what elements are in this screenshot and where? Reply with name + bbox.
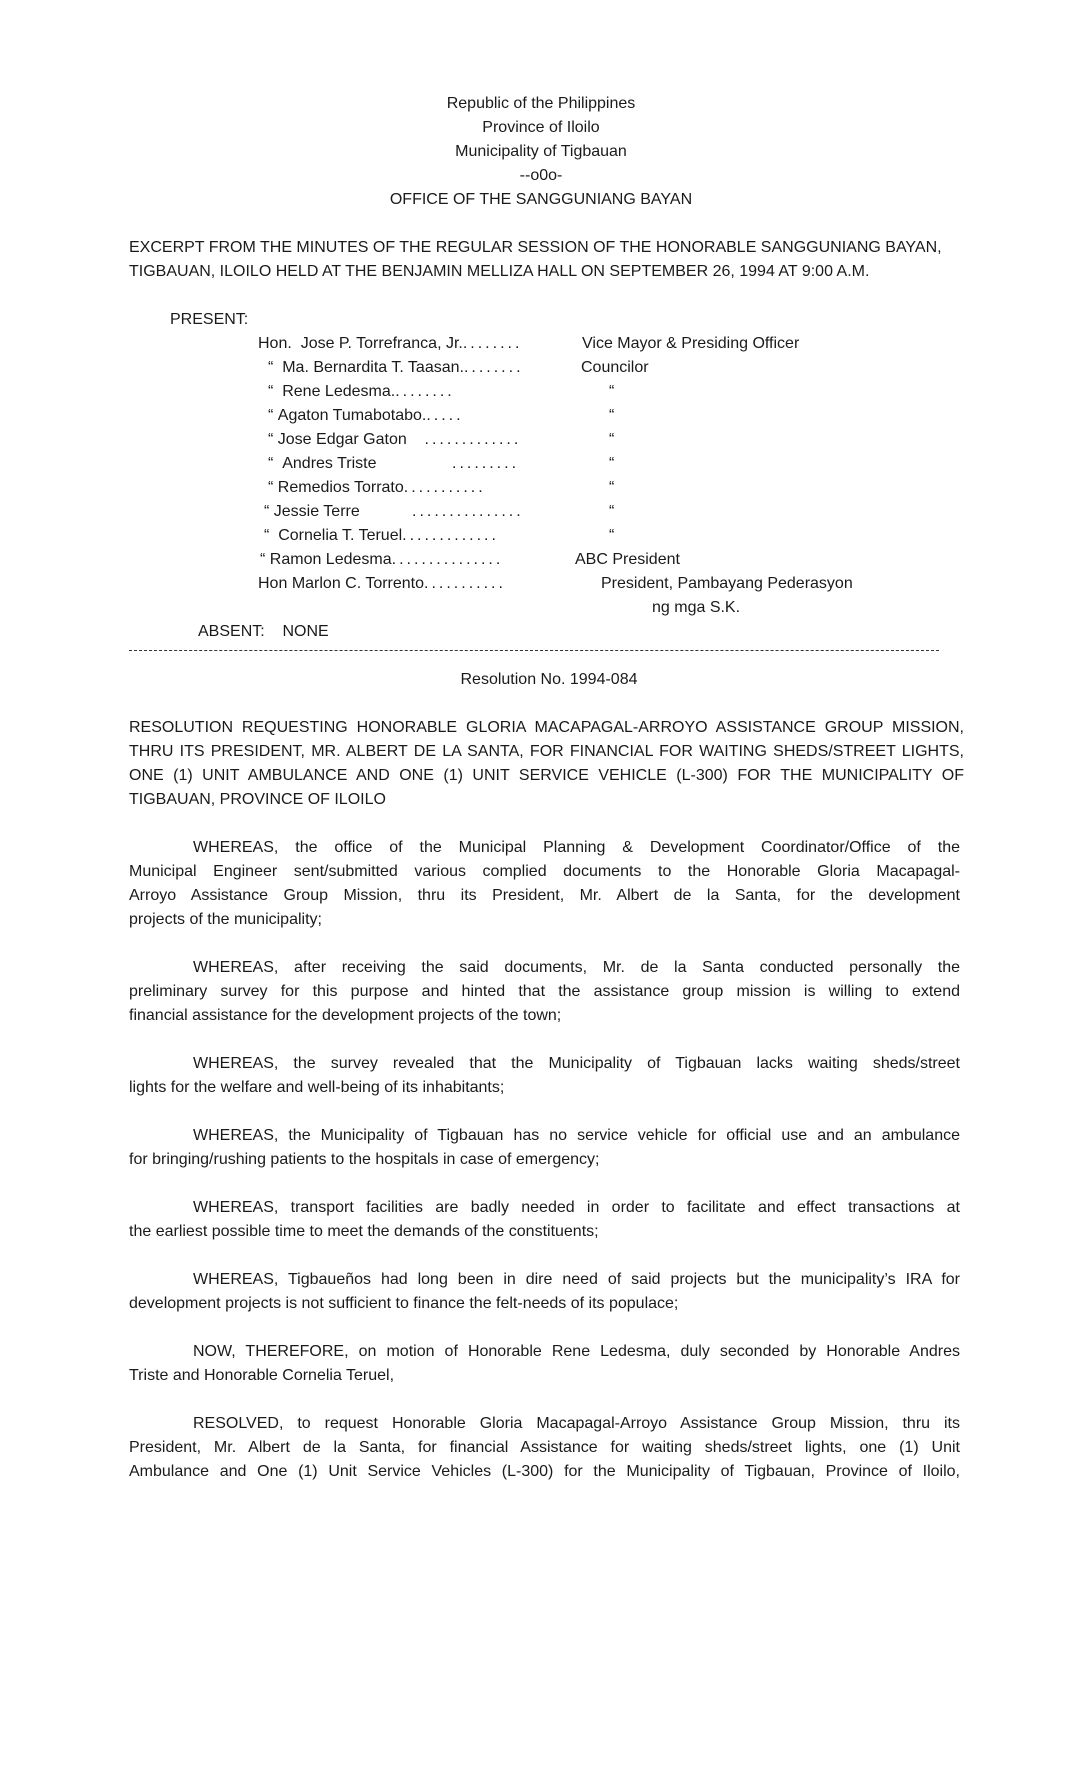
member-row [268,384,455,400]
member-dots: ........ [462,335,523,352]
member-prefix: “ [264,503,270,520]
excerpt-line-1: EXCERPT FROM THE MINUTES OF THE REGULAR SESSION OF THE HONORABLE SANGGUNIANG BAYAN, [129,239,942,256]
member-row [258,336,522,352]
member-position: President, Pambayang Pederasyon [601,575,853,592]
whereas-line: Municipal Engineer sent/submitted various complied documents to the Honorable Gloria Macapagal- [129,863,960,880]
member-row [268,432,521,448]
member-position: ABC President [575,551,680,568]
whereas-line: WHEREAS, the Municipality of Tigbauan has no service vehicle for official use and an ambulance [193,1127,960,1144]
member-prefix: “ [260,551,266,568]
member-prefix: “ [264,527,270,544]
member-position: Councilor [581,359,649,376]
member-dots: ..... [426,407,464,424]
whereas-line: development projects is not sufficient to finance the felt-needs of its populace; [129,1295,679,1312]
excerpt-line-2: TIGBAUAN, ILOILO HELD AT THE BENJAMIN MELLIZA HALL ON SEPTEMBER 26, 1994 AT 9:00 A.M. [129,263,870,280]
whereas-line: lights for the welfare and well-being of its inhabitants; [129,1079,505,1096]
member-prefix: “ [268,455,274,472]
member-name: Marlon C. Torrento [291,575,425,592]
member-row [268,408,464,424]
member-prefix: Hon. [258,335,292,352]
member-name: Agaton Tumabotabo. [277,407,427,424]
whereas-line: WHEREAS, Tigbaueños had long been in dire need of said projects but the municipality’s IRA for [193,1271,960,1288]
member-prefix: “ [268,479,274,496]
whereas-line: financial assistance for the development projects of the town; [129,1007,562,1024]
member-name: Ramon Ledesma [269,551,392,568]
member-position: “ [609,407,615,424]
member-position: “ [609,383,615,400]
whereas-line: the earliest possible time to meet the demands of the constituents; [129,1223,599,1240]
member-prefix: Hon [258,575,288,592]
resolution-number: Resolution No. 1994-084 [460,671,638,688]
member-name: Jose P. Torrefranca, Jr. [300,335,463,352]
resolved-line: RESOLVED, to request Honorable Gloria Macapagal-Arroyo Assistance Group Mission, thru its [193,1415,960,1432]
member-dots: ............... [412,503,524,520]
member-prefix: “ [268,359,274,376]
whereas-line: WHEREAS, transport facilities are badly needed in order to facilitate and effect transactions at [193,1199,960,1216]
absent-value: NONE [282,623,329,640]
member-row [264,504,360,520]
member-name: Andres Triste [282,455,377,472]
member-name: Cornelia T. Teruel [278,527,403,544]
header-province: Province of Iloilo [482,119,600,136]
resolved-line: Ambulance and One (1) Unit Service Vehicles (L-300) for the Municipality of Tigbauan, Province of Iloilo, [129,1463,960,1480]
member-dots: ............. [424,431,522,448]
member-position: “ [609,503,615,520]
member-row [264,528,499,544]
member-dots: ........ [463,359,524,376]
member-name: Jessie Terre [273,503,360,520]
member-position: Vice Mayor & Presiding Officer [582,335,800,352]
member-dots: ........... [424,575,506,592]
member-name: Ma. Bernardita T. Taasan. [282,359,464,376]
header-republic: Republic of the Philippines [446,95,636,112]
member-row [258,576,506,592]
resolved-line: President, Mr. Albert de la Santa, for financial Assistance for waiting sheds/street lights, one (1) Unit [129,1439,960,1456]
resolution-title-line: RESOLUTION REQUESTING HONORABLE GLORIA MACAPAGAL-ARROYO ASSISTANCE GROUP MISSION, [129,719,964,736]
member-row [268,480,486,496]
resolution-title-line: ONE (1) UNIT AMBULANCE AND ONE (1) UNIT SERVICE VEHICLE (L-300) FOR THE MUNICIPALITY OF [129,767,964,784]
resolution-title-line: THRU ITS PRESIDENT, MR. ALBERT DE LA SANTA, FOR FINANCIAL FOR WAITING SHEDS/STREET LIGHTS, [129,743,964,760]
member-name: Rene Ledesma. [282,383,396,400]
member-dots: ......... [452,455,520,472]
present-label: PRESENT: [170,311,249,328]
dashed-divider [129,650,939,651]
member-row [268,456,376,472]
member-position: “ [609,479,615,496]
member-dots: ........ [395,383,455,400]
absent-row [198,624,329,640]
header-separator: --o0o- [519,167,563,184]
whereas-line: WHEREAS, the survey revealed that the Municipality of Tigbauan lacks waiting sheds/street [193,1055,960,1072]
header-office: OFFICE OF THE SANGGUNIANG BAYAN [389,191,693,208]
whereas-line: projects of the municipality; [129,911,322,928]
member-name: Jose Edgar Gaton [277,431,407,448]
resolution-title-line: TIGBAUAN, PROVINCE OF ILOILO [129,791,386,808]
whereas-line: Arroyo Assistance Group Mission, thru its President, Mr. Albert de la Santa, for the development [129,887,960,904]
whereas-line: preliminary survey for this purpose and hinted that the assistance group mission is willing to extend [129,983,960,1000]
member-prefix: “ [268,407,274,424]
absent-label: ABSENT: [198,623,265,640]
member-position: “ [609,455,615,472]
member-prefix: “ [268,383,274,400]
member-dots: ............... [391,551,504,568]
now-therefore-line: Triste and Honorable Cornelia Teruel, [129,1367,395,1384]
member-dots: ............. [402,527,499,544]
header-municipality: Municipality of Tigbauan [455,143,627,160]
member-name: Remedios Torrato [277,479,404,496]
whereas-line: WHEREAS, the office of the Municipal Planning & Development Coordinator/Office of the [193,839,960,856]
member-row [260,552,503,568]
member-prefix: “ [268,431,274,448]
member-position-cont: ng mga S.K. [652,599,741,616]
member-position: “ [609,527,615,544]
member-dots: ........... [403,479,486,496]
member-row [268,360,524,376]
whereas-line: for bringing/rushing patients to the hospitals in case of emergency; [129,1151,600,1168]
member-position: “ [609,431,615,448]
now-therefore-line: NOW, THEREFORE, on motion of Honorable Rene Ledesma, duly seconded by Honorable Andres [193,1343,960,1360]
whereas-line: WHEREAS, after receiving the said documents, Mr. de la Santa conducted personally the [193,959,960,976]
